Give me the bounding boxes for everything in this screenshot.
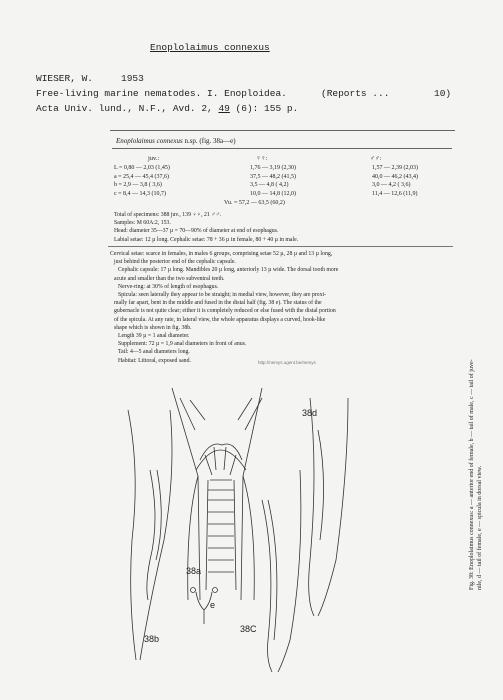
male-measurements: 1,57 — 2,39 (2,03) 40,0 — 46,2 (43,4) 3,0 — 4,2 ( 3,6) 11,4 — 12,6 (11,9) <box>372 165 418 197</box>
column-juv: juv.: <box>148 155 160 162</box>
specimen-info: Total of specimens: 388 juv., 139 ♀♀, 21 ♂♂. Samples: M 60A:2, 153. Head: diameter 35—37 µ = 70—90% of diameter at end of esophagus. Labial setae: 12 µ long. Cephalic setae: 78 + 36 µ in female, 80 + 40 µ in male. <box>114 212 299 243</box>
reference-reports: (Reports ... <box>321 88 390 99</box>
female-vulva: Vu. = 57,2 — 63,5 (60,2) <box>224 200 285 206</box>
figure-label-e: e <box>210 600 216 610</box>
figure-caption: Fig. 38: Enoplolaimus connexus: a — anterior end of female, b — tail of male, c — tail of juve- nile, d — tail of female, e — spicula in dorsal view. <box>469 359 483 590</box>
journal-volume: 49 <box>218 103 230 114</box>
journal-suffix: (6): 155 p. <box>235 103 299 114</box>
figure-38d-female-tail <box>309 398 348 616</box>
reference-title: Free-living marine nematodes. I. Enoploidea. <box>36 88 287 99</box>
species-heading: Enoplolaimus connexus <box>150 42 270 53</box>
table-title: Enoplolaimus connexus n.sp. (fig. 38a—e) <box>116 137 236 145</box>
figure-38b-male-tail <box>128 410 172 660</box>
figure-label-a: 38a <box>186 566 202 576</box>
watermark-url: http://nemys.ugent.be/nemys <box>258 360 316 365</box>
description-text: Cervical setae: scarce in females, in males 6 groups, comprising setae 52 µ, 28 µ and 13 µ long, just behind the posterior end of the cephalic capsule. Cephalic capsule: 17 µ long. Mandibles 20 µ long, anteriorly 13 µ wide. The dorsal tooth more acute and smaller than the two subventral teeth. Nerve-ring: at 30% of length of esophagus. Spicula: seen laterally they appear to be straight; in medial view, however, they are proxi- mally far apart, bent in the middle and fused in the distal half (fig. 38 e). The status of the gubernacle is not quite clear; either it is completely reduced or else fused with the distal portion of the spicula. At any rate, in lateral view, the whole apparatus displays a curved, hook-like shape which is shown in fig. 38b. Length 39 µ = 1 anal diameter. Supplement: 72 µ = 1,9 anal diameters in front of anus. Tail: 4—5 anal diameters long. Habitat: Littoral, exposed sand. <box>110 251 339 364</box>
figure-38c-juvenile-tail <box>262 470 301 672</box>
juv-measurements: L = 0,80 — 2,03 (1,45) a = 25,4 — 45,4 (37,6) b = 2,9 — 3,8 ( 3,6) c = 8,4 — 14,3 (10,7) <box>114 165 170 197</box>
reference-author: WIESER, W. <box>36 73 94 84</box>
female-measurements: 1,76 — 3,19 (2,30) 37,5 — 48,2 (41,5) 3,5 — 4,8 ( 4,2) 10,0 — 14,8 (12,0) <box>250 165 296 197</box>
figure-label-c: 38C <box>240 624 257 634</box>
reference-number: 10) <box>434 88 452 99</box>
column-male: ♂♂: <box>370 155 382 162</box>
figure-label-d: 38d <box>302 408 318 418</box>
column-female: ♀♀: <box>256 155 268 162</box>
figure-label-b: 38b <box>144 634 160 644</box>
journal-prefix: Acta Univ. lund., N.F., Avd. 2, <box>36 103 213 114</box>
reference-year: 1953 <box>121 73 144 84</box>
